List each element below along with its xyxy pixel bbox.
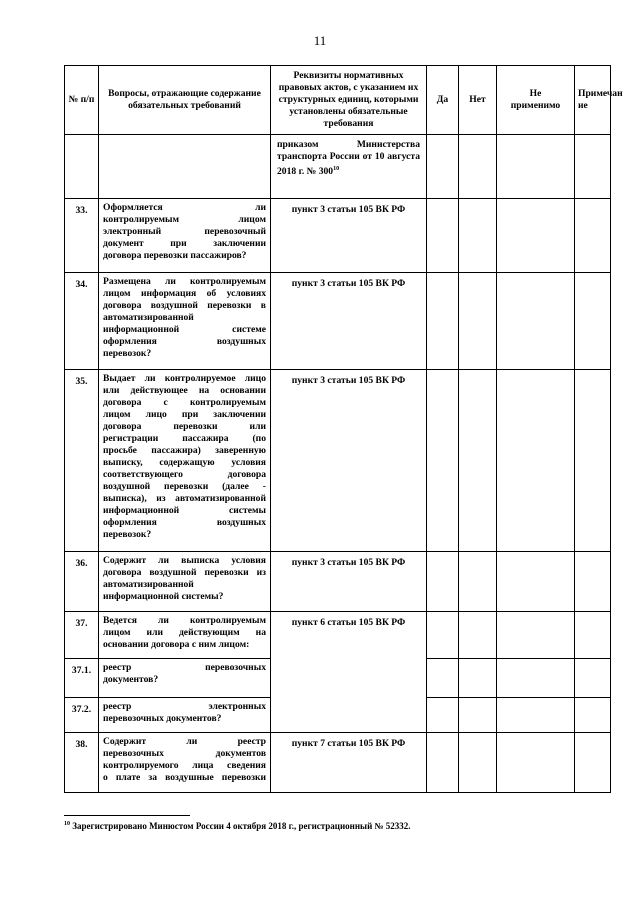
requirements-table (64, 65, 623, 793)
header-yes: Да (427, 66, 459, 135)
row-number: 33. (65, 199, 99, 273)
row-question: Содержит ли реестр перевозочных документов контролируемого лица сведения о плате за воздушные перевозки (99, 733, 271, 793)
footnote-number: 10 (64, 821, 70, 827)
row-number: 35. (65, 370, 99, 552)
table-row (65, 552, 611, 612)
row-requisite: пункт 7 статьи 105 ВК РФ (271, 733, 427, 793)
table-row (65, 733, 611, 793)
footnote (64, 821, 411, 831)
row-question: Ведется ли контролируемым лицом или действующим на основании договора с ним лицом: (99, 612, 271, 659)
row-question: реестр перевозочных документов? (99, 659, 271, 698)
table-row (65, 370, 611, 552)
header-requisites: Реквизиты нормативных правовых актов, с указанием их структурных единиц, которыми установлены обязательные требования (271, 66, 427, 135)
row-requisite: пункт 3 статьи 105 ВК РФ (271, 370, 427, 552)
row-question: Содержит ли выписка условия договора воздушной перевозки из автоматизированной информационной системы? (99, 552, 271, 612)
row-number: 37.1. (65, 659, 99, 698)
row-question: Размещена ли контролируемым лицом информация об условиях договора воздушной перевозки в автоматизированной информационной системе оформления воздушных перевозок? (99, 273, 271, 370)
row-requisite: пункт 3 статьи 105 ВК РФ (271, 199, 427, 273)
header-no: Нет (459, 66, 497, 135)
header-not-applicable: Не применимо (497, 66, 575, 135)
row-requisite: пункт 6 статьи 105 ВК РФ (271, 612, 427, 733)
header-num: № п/п (65, 66, 99, 135)
row-requisite: пункт 3 статьи 105 ВК РФ (271, 273, 427, 370)
row-number: 36. (65, 552, 99, 612)
footnote-text: Зарегистрировано Минюстом России 4 октября 2018 г., регистрационный № 52332. (72, 821, 411, 831)
table-row (65, 273, 611, 370)
header-note: Примечан ие (575, 66, 611, 135)
order-text-cell (271, 135, 427, 199)
footnote-ref: 10 (333, 166, 340, 172)
table-row (65, 199, 611, 273)
row-number: 34. (65, 273, 99, 370)
header-row (65, 66, 611, 135)
page-number: 11 (313, 33, 327, 48)
row-number: 37.2. (65, 698, 99, 733)
table-row (65, 612, 611, 659)
row-question: реестр электронных перевозочных документов? (99, 698, 271, 733)
order-text: приказом Министерства транспорта России от 10 августа 2018 г. № 300 (277, 139, 420, 178)
row-question: Оформляется ли контролируемым лицом электронный перевозочный документ при заключении договора перевозки пассажиров? (99, 199, 271, 273)
footnote-divider (64, 815, 190, 816)
row-number: 38. (65, 733, 99, 793)
row-number: 37. (65, 612, 99, 659)
row-question: Выдает ли контролируемое лицо или действующее на основании договора с контролируемым лицом лицо при заключении договора перевозки или регистрации пассажира (по просьбе пассажира) заверенную выписку, содержащую условия соответствующего договора воздушной перевозки (далее - выписка), из автоматизированной информационной системы оформления воздушных перевозок? (99, 370, 271, 552)
row-requisite: пункт 3 статьи 105 ВК РФ (271, 552, 427, 612)
header-question: Вопросы, отражающие содержание обязательных требований (99, 66, 271, 135)
order-row (65, 135, 611, 199)
